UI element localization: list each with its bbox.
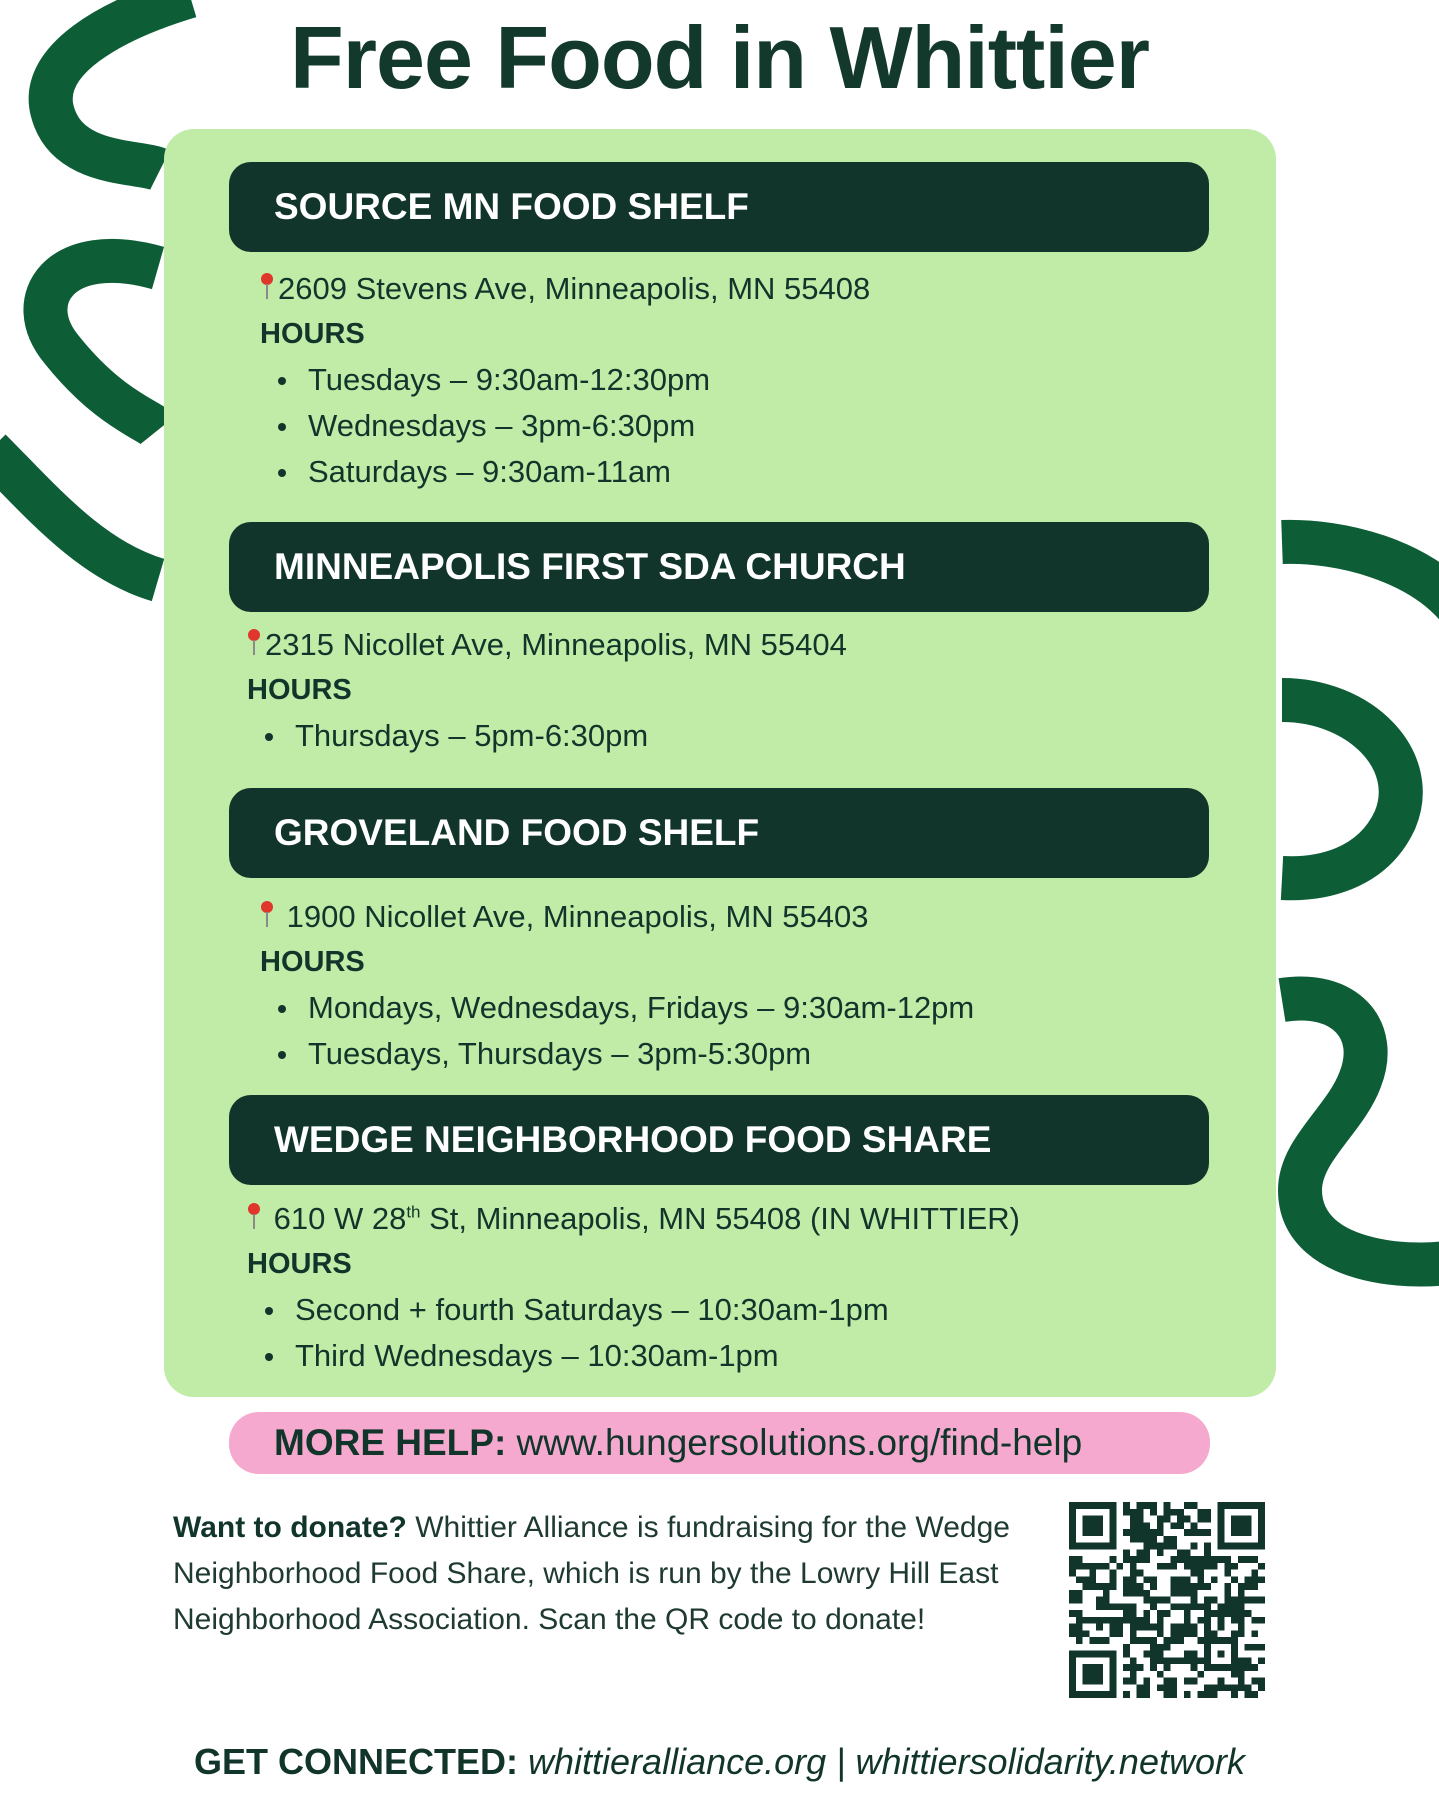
donate-text: Whittier Alliance is fundraising for the Wedge Neighborhood Food Share, which is run by the Lowry Hill East Neighborhood Association. Scan the QR code to donate!	[173, 1511, 1010, 1636]
more-help-label: MORE HELP:	[274, 1422, 507, 1463]
location-header-groveland: GROVELAND FOOD SHELF	[229, 788, 1209, 878]
page-title: Free Food in Whittier	[290, 8, 1149, 107]
get-connected-footer	[0, 1740, 1439, 1784]
more-help-banner	[229, 1412, 1210, 1474]
squiggle-right-2	[1282, 700, 1401, 878]
hours-label: HOURS	[260, 318, 365, 350]
address-text: 2315 Nicollet Ave, Minneapolis, MN 55404	[265, 627, 847, 662]
list-item: Wednesdays – 3pm-6:30pm	[274, 403, 710, 449]
location-address	[247, 1199, 1020, 1239]
hours-label: HOURS	[247, 1248, 352, 1280]
list-item: Second + fourth Saturdays – 10:30am-1pm	[261, 1287, 889, 1333]
location-pin-icon	[260, 273, 274, 303]
address-text: 610 W 28th St, Minneapolis, MN 55408 (IN WHITTIER)	[273, 1201, 1021, 1236]
hours-label: HOURS	[247, 674, 352, 706]
address-text: 1900 Nicollet Ave, Minneapolis, MN 55403	[286, 899, 869, 934]
qr-code-icon[interactable]	[1069, 1502, 1265, 1698]
location-header-first-sda: MINNEAPOLIS FIRST SDA CHURCH	[229, 522, 1209, 612]
hours-list	[274, 357, 710, 495]
location-pin-icon	[247, 629, 261, 659]
donate-lead: Want to donate?	[173, 1511, 407, 1544]
hours-list	[261, 1287, 889, 1379]
donate-paragraph	[173, 1505, 1043, 1643]
squiggle-right-1	[1282, 542, 1439, 610]
hours-label: HOURS	[260, 946, 365, 978]
more-help-link[interactable]: www.hungersolutions.org/find-help	[506, 1422, 1083, 1463]
list-item: Tuesdays, Thursdays – 3pm-5:30pm	[274, 1031, 974, 1077]
list-item: Third Wednesdays – 10:30am-1pm	[261, 1333, 889, 1379]
location-pin-icon	[247, 1203, 261, 1233]
get-connected-label: GET CONNECTED:	[194, 1741, 519, 1782]
address-text: 2609 Stevens Ave, Minneapolis, MN 55408	[278, 271, 871, 306]
locations-card	[164, 129, 1276, 1397]
location-address	[260, 897, 869, 937]
location-header-source-mn: SOURCE MN FOOD SHELF	[229, 162, 1209, 252]
list-item: Mondays, Wednesdays, Fridays – 9:30am-12pm	[274, 985, 974, 1031]
list-item: Tuesdays – 9:30am-12:30pm	[274, 357, 710, 403]
list-item: Thursdays – 5pm-6:30pm	[261, 713, 648, 759]
list-item: Saturdays – 9:30am-11am	[274, 449, 710, 495]
location-header-wedge: WEDGE NEIGHBORHOOD FOOD SHARE	[229, 1095, 1209, 1185]
squiggle-right-3	[1282, 998, 1439, 1264]
squiggle-low-left	[0, 450, 158, 580]
location-address	[260, 269, 870, 309]
location-pin-icon	[260, 901, 274, 931]
squiggle-mid-left	[45, 261, 158, 430]
location-address	[247, 625, 847, 665]
hours-list	[261, 713, 648, 759]
get-connected-links[interactable]: whittieralliance.org | whittiersolidarity.network	[518, 1741, 1245, 1782]
hours-list	[274, 985, 974, 1077]
